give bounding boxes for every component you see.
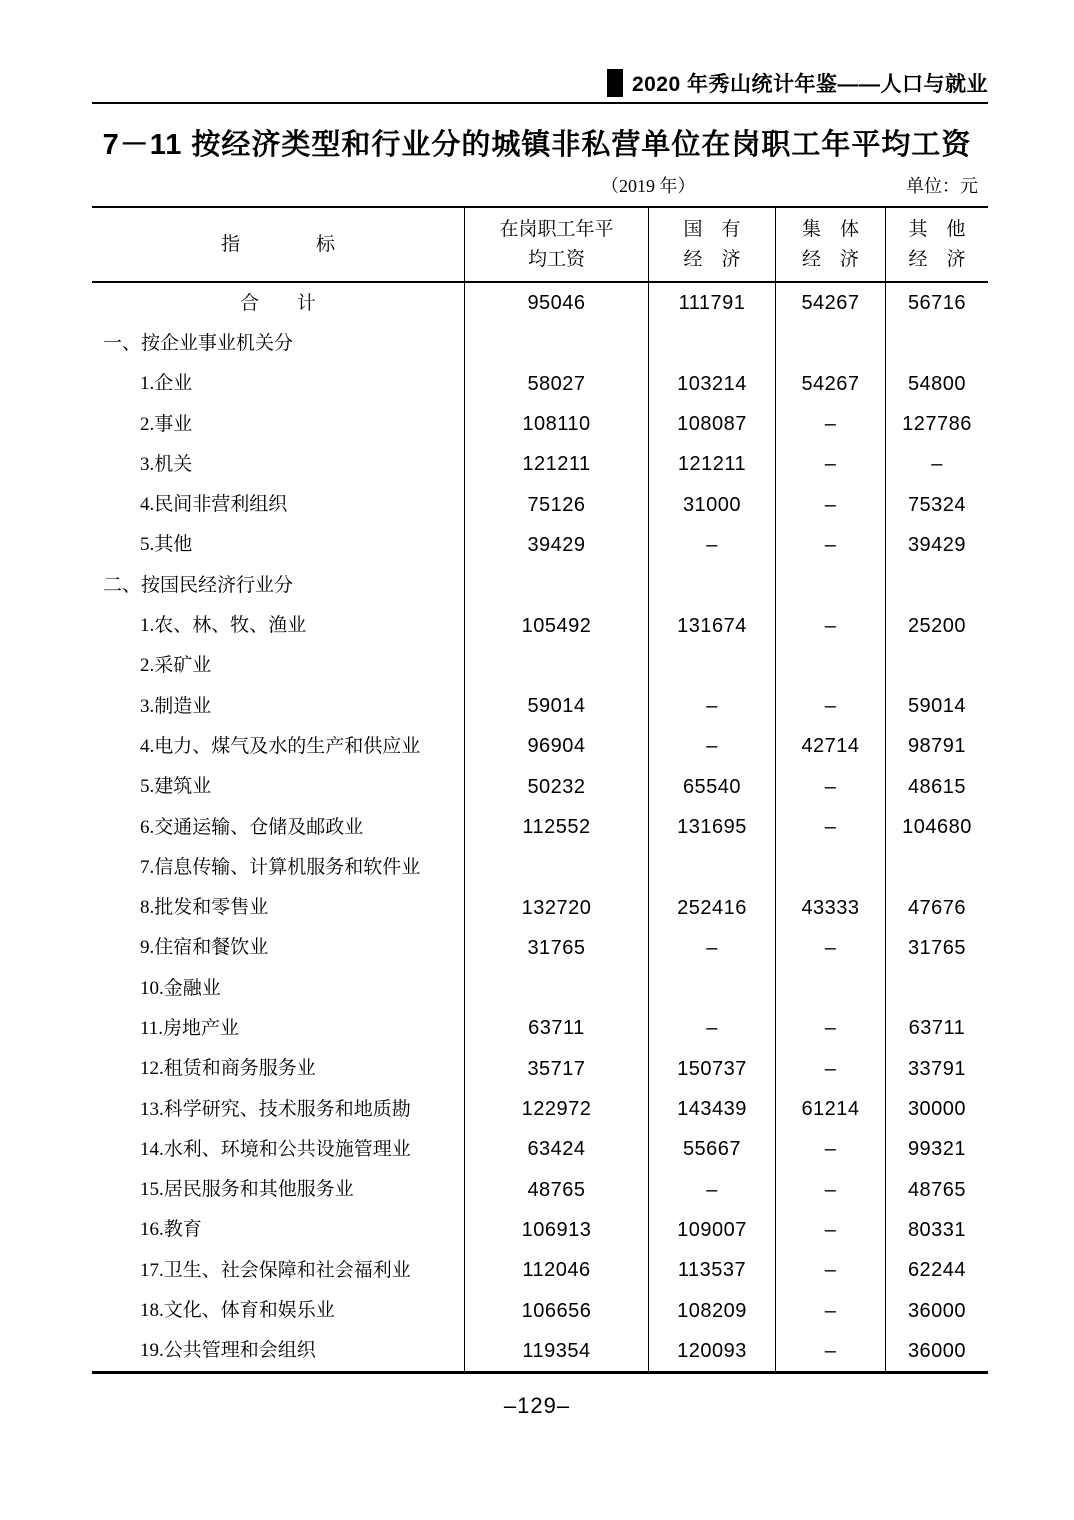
- table-row: [92, 1331, 988, 1371]
- cell: 43333: [776, 887, 886, 927]
- row-label: 12.租赁和商务服务业: [92, 1049, 465, 1089]
- table-row: [92, 605, 988, 645]
- table-row: [92, 484, 988, 524]
- cell: –: [776, 1170, 886, 1210]
- cell: 31765: [465, 928, 649, 968]
- cell: 31765: [907, 936, 967, 959]
- cell: –: [776, 1331, 886, 1371]
- cell: 54267: [776, 283, 886, 323]
- cell: [649, 968, 776, 1008]
- cell: –: [776, 484, 886, 524]
- row-label: 3.制造业: [92, 686, 465, 726]
- table-row: [92, 1089, 988, 1129]
- cell: –: [776, 767, 886, 807]
- cell: –: [776, 525, 886, 565]
- header-state-owned-line1: 国 有: [683, 219, 741, 240]
- row-label: 合 计: [92, 283, 465, 323]
- row-label: 5.其他: [92, 525, 465, 565]
- table-row: [92, 525, 988, 565]
- cell: [886, 323, 988, 363]
- cell: 55667: [649, 1129, 776, 1169]
- table-row: [92, 807, 988, 847]
- cell: –: [776, 444, 886, 484]
- cell: 105492: [465, 605, 649, 645]
- cell: –: [776, 1250, 886, 1290]
- header-avg-wage-line2: 均工资: [527, 249, 585, 270]
- table-row: [92, 646, 988, 686]
- cell: –: [931, 453, 943, 476]
- cell: 75324: [907, 493, 967, 516]
- table-row: [92, 767, 988, 807]
- cell: 47676: [907, 896, 967, 919]
- row-label: 10.金融业: [92, 968, 465, 1008]
- table-row: [92, 364, 988, 404]
- cell: –: [776, 404, 886, 444]
- table-row: [92, 1210, 988, 1250]
- cell: 109007: [649, 1210, 776, 1250]
- cell: [465, 646, 649, 686]
- cell: 96904: [465, 726, 649, 766]
- header-other: [886, 208, 988, 281]
- cell: [776, 847, 886, 887]
- row-label: 18.文化、体育和娱乐业: [92, 1290, 465, 1330]
- cell: 42714: [776, 726, 886, 766]
- cell: 62244: [907, 1259, 967, 1282]
- cell: 31000: [649, 484, 776, 524]
- cell: –: [776, 928, 886, 968]
- unit-label: 单位：元: [906, 176, 978, 196]
- cell: [649, 646, 776, 686]
- row-label: 5.建筑业: [92, 767, 465, 807]
- cell: –: [776, 605, 886, 645]
- running-head-text: 2020 年秀山统计年鉴——人口与就业: [631, 73, 988, 96]
- cell: 75126: [465, 484, 649, 524]
- cell: –: [776, 1049, 886, 1089]
- cell: –: [776, 1008, 886, 1048]
- table-row: [92, 1008, 988, 1048]
- row-label: 17.卫生、社会保障和社会福利业: [92, 1250, 465, 1290]
- row-label: 15.居民服务和其他服务业: [92, 1170, 465, 1210]
- row-label: 14.水利、环境和公共设施管理业: [92, 1129, 465, 1169]
- cell: 121211: [465, 444, 649, 484]
- table-row: [92, 1170, 988, 1210]
- cell: 99321: [907, 1138, 967, 1161]
- table-header-row: [92, 206, 988, 283]
- header-indicator-text: 指 标: [220, 234, 335, 255]
- cell: –: [776, 1290, 886, 1330]
- table-row: [92, 1290, 988, 1330]
- cell: [649, 323, 776, 363]
- cell: 48765: [465, 1170, 649, 1210]
- cell: [649, 847, 776, 887]
- cell: 61214: [776, 1089, 886, 1129]
- cell: 108209: [649, 1290, 776, 1330]
- cell: 63424: [465, 1129, 649, 1169]
- running-head: [92, 66, 988, 100]
- cell: –: [776, 1129, 886, 1169]
- cell: –: [649, 525, 776, 565]
- header-collective-line2: 经 济: [801, 249, 859, 270]
- table-row: [92, 847, 988, 887]
- row-label: 3.机关: [92, 444, 465, 484]
- table-row: [92, 968, 988, 1008]
- cell: 143439: [649, 1089, 776, 1129]
- cell: 122972: [465, 1089, 649, 1129]
- cell: [465, 323, 649, 363]
- row-label: 8.批发和零售业: [92, 887, 465, 927]
- row-label: 1.农、林、牧、渔业: [92, 605, 465, 645]
- cell: –: [649, 686, 776, 726]
- subtitle-year: （2019 年）: [601, 176, 696, 196]
- row-label: 7.信息传输、计算机服务和软件业: [92, 847, 465, 887]
- cell: 36000: [907, 1299, 967, 1322]
- cell: 106913: [465, 1210, 649, 1250]
- row-label: 9.住宿和餐饮业: [92, 928, 465, 968]
- cell: –: [649, 1008, 776, 1048]
- cell: 63711: [908, 1017, 966, 1040]
- cell: 48765: [907, 1178, 967, 1201]
- cell: 36000: [907, 1339, 967, 1362]
- table-row: [92, 686, 988, 726]
- row-label: 19.公共管理和会组织: [92, 1331, 465, 1371]
- cell: 48615: [907, 775, 967, 798]
- row-label: 二、按国民经济行业分: [92, 565, 465, 605]
- row-label: 1.企业: [92, 364, 465, 404]
- cell: [776, 323, 886, 363]
- cell: 121211: [649, 444, 776, 484]
- cell: 30000: [907, 1098, 967, 1121]
- header-rule: [92, 102, 988, 104]
- header-state-owned-line2: 经 济: [683, 249, 741, 270]
- cell: –: [649, 726, 776, 766]
- header-avg-wage: [465, 208, 649, 281]
- header-other-line1: 其 他: [908, 219, 966, 240]
- row-label: 2.采矿业: [92, 646, 465, 686]
- cell: 131695: [649, 807, 776, 847]
- header-indicator: [92, 208, 465, 281]
- table-row: [92, 283, 988, 323]
- cell: 56716: [907, 292, 967, 315]
- cell: 150737: [649, 1049, 776, 1089]
- row-label: 4.民间非营利组织: [92, 484, 465, 524]
- cell: [776, 565, 886, 605]
- cell: –: [649, 928, 776, 968]
- header-collective: [776, 208, 886, 281]
- cell: 252416: [649, 887, 776, 927]
- cell: 120093: [649, 1331, 776, 1371]
- cell: [886, 968, 988, 1008]
- cell: 104680: [902, 816, 972, 838]
- table-row: [92, 323, 988, 363]
- cell: –: [776, 686, 886, 726]
- cell: 131674: [649, 605, 776, 645]
- cell: [776, 968, 886, 1008]
- cell: 108087: [649, 404, 776, 444]
- row-label: 13.科学研究、技术服务和地质勘: [92, 1089, 465, 1129]
- cell: [465, 847, 649, 887]
- table-body: [92, 283, 988, 1374]
- cell: [886, 646, 988, 686]
- cell: 25200: [907, 614, 967, 637]
- row-label: 一、按企业事业机关分: [92, 323, 465, 363]
- table-row: [92, 1049, 988, 1089]
- cell: 63711: [465, 1008, 649, 1048]
- cell: 59014: [907, 695, 967, 718]
- cell: [649, 565, 776, 605]
- page-number: –129–: [503, 1393, 571, 1418]
- table-row: [92, 928, 988, 968]
- row-label: 2.事业: [92, 404, 465, 444]
- cell: 103214: [649, 364, 776, 404]
- row-label: 16.教育: [92, 1210, 465, 1250]
- header-state-owned: [649, 208, 776, 281]
- cell: [465, 565, 649, 605]
- cell: 35717: [465, 1049, 649, 1089]
- cell: 95046: [465, 283, 649, 323]
- cell: 108110: [465, 404, 649, 444]
- cell: 106656: [465, 1290, 649, 1330]
- cell: 112046: [465, 1250, 649, 1290]
- cell: [776, 646, 886, 686]
- cell: 80331: [907, 1218, 967, 1241]
- cell: [886, 847, 988, 887]
- cell: 119354: [465, 1331, 649, 1371]
- cell: 111791: [649, 283, 776, 323]
- table-row: [92, 726, 988, 766]
- cell: 98791: [907, 735, 967, 758]
- cell: 50232: [465, 767, 649, 807]
- cell: 113537: [649, 1250, 776, 1290]
- table-row: [92, 444, 988, 484]
- cell: [886, 565, 988, 605]
- cell: 127786: [902, 413, 972, 436]
- cell: 39429: [465, 525, 649, 565]
- row-label: 11.房地产业: [92, 1008, 465, 1048]
- cell: 58027: [465, 364, 649, 404]
- cell: 132720: [465, 887, 649, 927]
- table-row: [92, 1129, 988, 1169]
- header-other-line2: 经 济: [908, 249, 966, 270]
- header-block-icon: [607, 69, 623, 97]
- cell: 54800: [907, 372, 967, 395]
- cell: 39429: [907, 533, 967, 556]
- row-label: 6.交通运输、仓储及邮政业: [92, 807, 465, 847]
- cell: 65540: [649, 767, 776, 807]
- cell: 54267: [776, 364, 886, 404]
- table-row: [92, 404, 988, 444]
- table-row: [92, 565, 988, 605]
- cell: –: [649, 1170, 776, 1210]
- header-collective-line1: 集 体: [801, 219, 859, 240]
- cell: –: [776, 1210, 886, 1250]
- row-label: 4.电力、煤气及水的生产和供应业: [92, 726, 465, 766]
- table-row: [92, 1250, 988, 1290]
- table-row: [92, 887, 988, 927]
- cell: [465, 968, 649, 1008]
- cell: 59014: [465, 686, 649, 726]
- header-avg-wage-line1: 在岗职工年平: [499, 219, 614, 240]
- cell: –: [776, 807, 886, 847]
- page-title: 7－11 按经济类型和行业分的城镇非私营单位在岗职工年平均工资: [102, 129, 972, 161]
- wage-table: [92, 206, 988, 1374]
- cell: 112552: [465, 807, 649, 847]
- cell: 33791: [907, 1057, 967, 1080]
